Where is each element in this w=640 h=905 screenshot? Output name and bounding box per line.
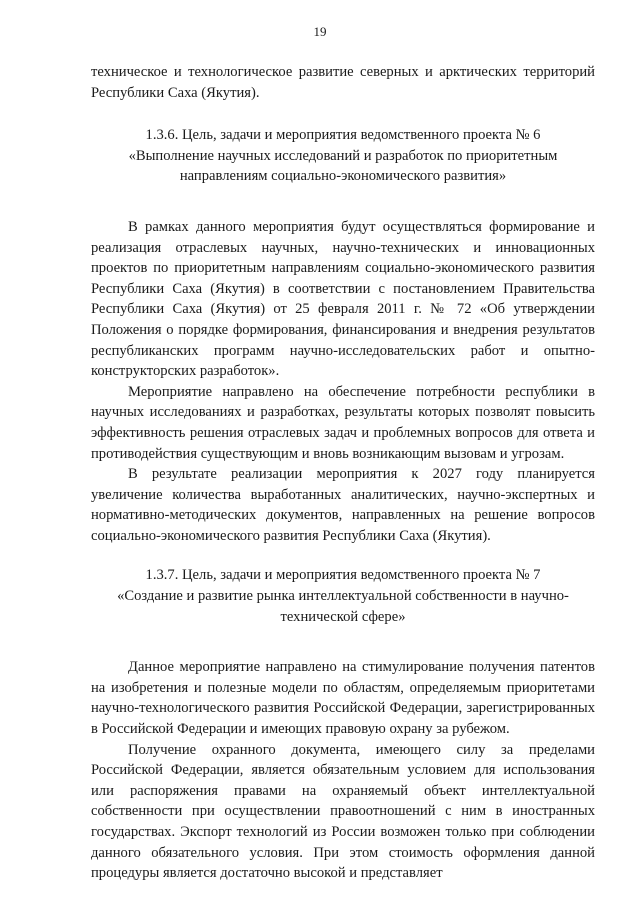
section-6-heading-line-1: 1.3.6. Цель, задачи и мероприятия ведомственного проекта № 6 <box>145 127 541 144</box>
page-number: 19 <box>313 24 327 39</box>
section-6-heading-line-2: «Выполнение научных исследований и разработок по приоритетным <box>128 147 558 164</box>
section-6-heading <box>91 125 595 187</box>
section-7-paragraph-2: Получение охранного документа, имеющего силу за пределами Российской Федерации, является обязательным условием для использования или распоряжения правами на охраняемый объект интеллектуальной собственности при осуществлении правоотношений с ним в иностранных государствах. Экспорт технологий из России возможен только при соблюдении данного обязательного условия. При этом стоимость оформления данной процедуры является достаточно высокой и представляет <box>91 741 595 882</box>
section-7-paragraph-1: Данное мероприятие направлено на стимулирование получения патентов на изобретения и полезные модели по областям, определяемым приоритетами научно-технологического развития Российской Федерации, зарегистрированных в Российской Федерации и имеющих правовую охрану за рубежом. <box>91 659 595 738</box>
intro-paragraph: техническое и технологическое развитие северных и арктических территорий Республики Саха (Якутия). <box>91 64 595 101</box>
section-6-paragraph-1: В рамках данного мероприятия будут осуществляться формирование и реализация отраслевых научных, научно-технических и инновационных проектов по приоритетным направлениям социально-экономического развития Республики Саха (Якутия) в соответствии с постановлением Правительства Республики Саха (Якутия) от 25 февраля 2011 г. № 72 «Об утверждении Положения о порядке формирования, финансирования и внедрения результатов республиканских программ научно-исследовательских работ и опытно-конструкторских разработок». <box>91 218 595 380</box>
section-6-paragraph-2: Мероприятие направлено на обеспечение потребности республики в научных исследованиях и разработках, результаты которых позволят повысить эффективность решения отраслевых задач и проблемных вопросов для ответа и противодействия существующим и вновь возникающим вызовам и угрозам. <box>91 383 595 462</box>
section-6-paragraph-3: В результате реализации мероприятия к 2027 году планируется увеличение количества выработанных аналитических, научно-экспертных и нормативно-методических документов, направленных на решение вопросов социально-экономического развития Республики Саха (Якутия). <box>91 466 595 544</box>
page-content <box>91 62 595 884</box>
section-6-heading-line-3: направлениям социально-экономического развития» <box>179 168 507 185</box>
section-7-heading-line-3: технической сфере» <box>280 608 406 625</box>
section-7-heading-line-2: «Создание и развитие рынка интеллектуальной собственности в научно- <box>117 588 569 605</box>
section-7-heading-line-1: 1.3.7. Цель, задачи и мероприятия ведомственного проекта № 7 <box>145 567 541 584</box>
section-7-heading <box>91 565 595 627</box>
